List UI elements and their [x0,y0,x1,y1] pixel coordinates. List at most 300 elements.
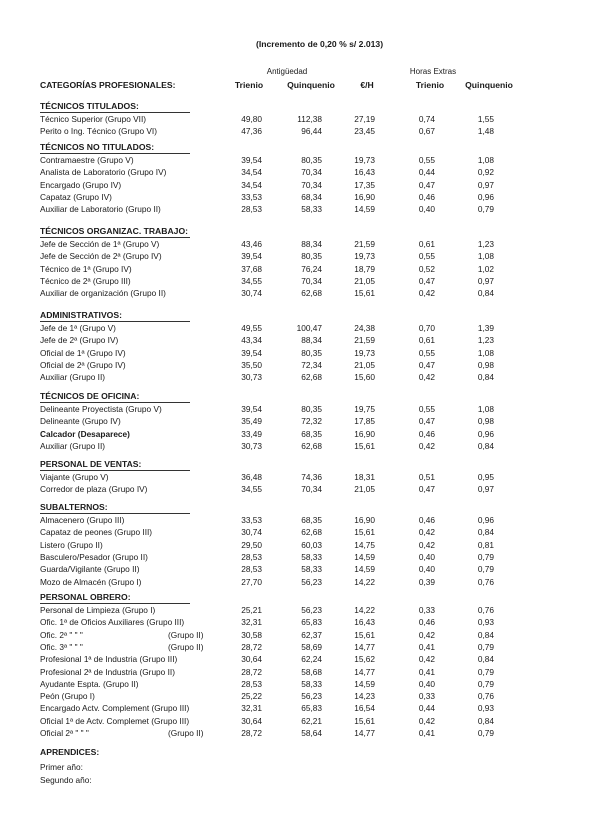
category-label: Guarda/Vigilante (Grupo II) [40,564,140,575]
quinquenio-extras-value: 1,08 [477,251,494,262]
trienio-extras-value: 0,47 [418,416,435,427]
category-header: CATEGORÍAS PROFESIONALES: [40,80,176,90]
table-row [0,348,599,360]
trienio-value: 32,31 [241,703,262,714]
category-label: Jefe de Sección de 2ª (Grupo IV) [40,251,162,262]
table-row [0,264,599,276]
quinquenio-value: 80,35 [301,155,322,165]
euro-hour-value: 15,61 [354,440,375,451]
quinquenio-extras-value: 0,79 [477,728,494,738]
quinquenio-extras-value: 0,84 [477,654,494,665]
quinquenio-value: 70,34 [301,167,322,178]
section-title: APRENDICES: [40,747,100,757]
category-label: Peón (Grupo I) [40,691,95,702]
category-label: Ofic. 2ª " " " [40,629,83,640]
category-label: Profesional 1ª de Industria (Grupo III) [40,654,178,665]
euro-hour-value: 19,73 [354,251,375,262]
section-title: ADMINISTRATIVOS: [40,310,122,320]
trienio-extras-value: 0,61 [418,335,435,346]
trienio-extras-value: 0,46 [418,515,435,525]
table-row [0,728,599,740]
quinquenio-value: 68,34 [301,191,322,202]
table-row [0,703,599,715]
quinquenio-value: 56,23 [301,576,322,587]
trienio-value: 39,54 [241,251,262,262]
quinquenio-extras-value: 0,79 [477,641,494,652]
euro-hour-value: 16,43 [354,617,375,628]
quinquenio-extras-value: 0,79 [477,564,494,575]
quinquenio-extras-value: 0,93 [477,617,494,628]
table-row [0,416,599,428]
category-label: Técnico Superior (Grupo VII) [40,114,147,124]
trienio-extras-value: 0,55 [418,251,435,262]
quinquenio-extras-value: 0,92 [477,167,494,178]
quinquenio-value: 74,36 [301,472,322,482]
quinquenio-extras-header: Quinquenio [465,80,513,90]
euro-hour-value: 21,05 [354,484,375,495]
quinquenio-value: 96,44 [301,126,322,137]
section-title: PERSONAL DE VENTAS: [40,459,142,469]
table-row [0,679,599,691]
trienio-extras-value: 0,40 [418,204,435,215]
table-row [0,288,599,300]
category-label: Técnico de 2ª (Grupo III) [40,275,131,286]
euro-hour-value: 15,61 [354,288,375,299]
trienio-extras-value: 0,40 [418,564,435,575]
table-row [0,204,599,216]
trienio-extras-value: 0,46 [418,428,435,439]
category-label: Ofic. 1ª de Oficios Auxiliares (Grupo III) [40,617,185,628]
category-label: Jefe de 1ª (Grupo V) [40,323,116,333]
quinquenio-extras-value: 0,97 [477,275,494,286]
table-row [0,515,599,527]
quinquenio-extras-value: 0,84 [477,715,494,726]
euro-hour-value: 23,45 [354,126,375,137]
trienio-extras-value: 0,42 [418,372,435,383]
euro-hour-value: 14,59 [354,204,375,215]
quinquenio-value: 80,35 [301,251,322,262]
section-underline [40,603,190,604]
table-row [0,360,599,372]
quinquenio-extras-value: 0,79 [477,678,494,689]
table-row [0,167,599,179]
group-label: (Grupo II) [168,629,204,640]
category-label: Delineante Proyectista (Grupo V) [40,404,162,414]
category-label: Contramaestre (Grupo V) [40,155,134,165]
trienio-extras-value: 0,40 [418,551,435,562]
euro-hour-value: 15,60 [354,372,375,383]
trienio-value: 34,55 [241,484,262,495]
trienio-value: 35,49 [241,416,262,427]
trienio-value: 30,74 [241,527,262,538]
euro-hour-value: 14,59 [354,564,375,575]
quinquenio-extras-value: 0,79 [477,551,494,562]
table-row [0,126,599,138]
table-row [0,429,599,441]
category-label: Mozo de Almacén (Grupo I) [40,576,142,587]
table-row [0,527,599,539]
quinquenio-value: 62,24 [301,654,322,665]
trienio-value: 34,55 [241,275,262,286]
category-label: Ofic. 3ª " " " [40,641,83,652]
section-title: PERSONAL OBRERO: [40,592,131,602]
table-row [0,441,599,453]
trienio-extras-value: 0,74 [418,114,435,124]
trienio-extras-header: Trienio [415,80,445,90]
trienio-value: 28,53 [241,678,262,689]
euro-hour-value: 15,61 [354,629,375,640]
section-underline [40,402,190,403]
quinquenio-extras-value: 0,96 [477,191,494,202]
section-underline [40,470,190,471]
table-row [0,630,599,642]
quinquenio-value: 76,24 [301,263,322,274]
quinquenio-value: 80,35 [301,347,322,358]
trienio-extras-value: 0,44 [418,703,435,714]
trienio-extras-value: 0,41 [418,728,435,738]
category-label: Personal de Limpieza (Grupo I) [40,605,156,615]
quinquenio-value: 88,34 [301,239,322,249]
trienio-value: 33,49 [241,428,262,439]
trienio-value: 30,73 [241,372,262,383]
euro-hour-value: 15,62 [354,654,375,665]
euro-hour-value: 17,85 [354,416,375,427]
trienio-value: 27,70 [241,576,262,587]
table-row [0,276,599,288]
section-underline [40,112,190,113]
quinquenio-extras-value: 0,84 [477,372,494,383]
quinquenio-extras-value: 1,39 [477,323,494,333]
quinquenio-extras-value: 0,95 [477,472,494,482]
group-label: (Grupo II) [168,641,204,652]
quinquenio-header: Quinquenio [287,80,335,90]
trienio-value: 36,48 [241,472,262,482]
trienio-value: 47,36 [241,126,262,137]
trienio-value: 30,64 [241,715,262,726]
quinquenio-value: 56,23 [301,691,322,702]
category-label: Oficial 1ª de Actv. Complemet (Grupo III) [40,715,190,726]
category-label: Oficial de 2ª (Grupo IV) [40,359,126,370]
trienio-extras-value: 0,44 [418,167,435,178]
trienio-value: 30,74 [241,288,262,299]
quinquenio-extras-value: 0,84 [477,288,494,299]
quinquenio-value: 100,47 [296,323,322,333]
trienio-header: Trienio [234,80,264,90]
quinquenio-extras-value: 1,08 [477,347,494,358]
table-row [0,239,599,251]
euro-hour-value: 16,54 [354,703,375,714]
trienio-value: 28,72 [241,728,262,738]
category-label: Capataz (Grupo IV) [40,191,112,202]
table-row [0,335,599,347]
trienio-extras-value: 0,67 [418,126,435,137]
category-label: Auxiliar de organización (Grupo II) [40,288,166,299]
table-row [0,323,599,335]
trienio-value: 49,55 [241,323,262,333]
quinquenio-extras-value: 0,76 [477,605,494,615]
trienio-extras-value: 0,47 [418,484,435,495]
euro-hour-value: 19,75 [354,404,375,414]
horas-extras-group-label: Horas Extras [409,67,457,76]
quinquenio-value: 88,34 [301,335,322,346]
euro-hour-value: 14,22 [354,605,375,615]
euro-hour-value: 17,35 [354,179,375,190]
quinquenio-extras-value: 1,02 [477,263,494,274]
quinquenio-extras-value: 1,08 [477,155,494,165]
quinquenio-value: 58,69 [301,641,322,652]
quinquenio-extras-value: 1,08 [477,404,494,414]
quinquenio-value: 62,68 [301,372,322,383]
trienio-value: 28,72 [241,641,262,652]
trienio-value: 25,21 [241,605,262,615]
trienio-extras-value: 0,46 [418,617,435,628]
trienio-value: 34,54 [241,167,262,178]
quinquenio-extras-value: 0,84 [477,629,494,640]
table-row [0,155,599,167]
euro-hour-value: 19,73 [354,155,375,165]
quinquenio-value: 65,83 [301,703,322,714]
quinquenio-value: 70,34 [301,275,322,286]
trienio-value: 30,73 [241,440,262,451]
trienio-value: 49,80 [241,114,262,124]
trienio-value: 32,31 [241,617,262,628]
euro-hour-value: 18,79 [354,263,375,274]
quinquenio-value: 58,33 [301,204,322,215]
trienio-extras-value: 0,70 [418,323,435,333]
table-row [0,404,599,416]
quinquenio-value: 62,21 [301,715,322,726]
quinquenio-extras-value: 0,84 [477,527,494,538]
trienio-extras-value: 0,47 [418,179,435,190]
category-label: Listero (Grupo II) [40,539,103,550]
trienio-extras-value: 0,42 [418,440,435,451]
trienio-extras-value: 0,46 [418,191,435,202]
trienio-extras-value: 0,47 [418,275,435,286]
quinquenio-extras-value: 1,48 [477,126,494,137]
quinquenio-value: 62,68 [301,527,322,538]
trienio-extras-value: 0,42 [418,539,435,550]
section-underline [40,321,190,322]
quinquenio-extras-value: 0,97 [477,484,494,495]
quinquenio-extras-value: 1,55 [477,114,494,124]
table-row [0,192,599,204]
euro-hour-value: 19,73 [354,347,375,358]
trienio-extras-value: 0,42 [418,715,435,726]
table-row [0,180,599,192]
quinquenio-extras-value: 0,98 [477,359,494,370]
euro-hour-value: 16,90 [354,191,375,202]
euro-hour-value: 15,61 [354,527,375,538]
trienio-extras-value: 0,51 [418,472,435,482]
category-label: Oficial 2ª " " " [40,728,89,738]
category-label: Capataz de peones (Grupo III) [40,527,153,538]
trienio-value: 37,68 [241,263,262,274]
table-row [0,372,599,384]
trienio-value: 25,22 [241,691,262,702]
trienio-value: 30,58 [241,629,262,640]
category-label: Basculero/Pesador (Grupo II) [40,551,148,562]
quinquenio-value: 58,33 [301,564,322,575]
euro-hour-value: 27,19 [354,114,375,124]
quinquenio-extras-value: 0,84 [477,440,494,451]
trienio-value: 43,46 [241,239,262,249]
category-label: Profesional 2ª de Industria (Grupo II) [40,666,175,677]
quinquenio-value: 58,64 [301,728,322,738]
quinquenio-extras-value: 1,23 [477,239,494,249]
quinquenio-value: 58,33 [301,678,322,689]
euro-hour-value: 14,22 [354,576,375,587]
category-label: Delineante (Grupo IV) [40,416,121,427]
section-title: TÉCNICOS DE OFICINA: [40,391,140,401]
category-label: Técnico de 1ª (Grupo IV) [40,263,132,274]
trienio-value: 35,50 [241,359,262,370]
group-label: (Grupo II) [168,728,204,738]
trienio-extras-value: 0,33 [418,691,435,702]
quinquenio-value: 70,34 [301,484,322,495]
aprendiz-year-label: Segundo año: [40,775,92,785]
trienio-value: 33,53 [241,191,262,202]
category-label: Corredor de plaza (Grupo IV) [40,484,148,495]
quinquenio-value: 56,23 [301,605,322,615]
trienio-value: 28,53 [241,204,262,215]
section-title: TÉCNICOS NO TITULADOS: [40,142,155,152]
category-label: Analista de Laboratorio (Grupo IV) [40,167,167,178]
trienio-value: 28,53 [241,564,262,575]
euro-hour-value: 14,77 [354,666,375,677]
euro-hour-value: 14,59 [354,678,375,689]
euro-hour-header: €/H [360,80,374,90]
category-label: Encargado Actv. Complement (Grupo III) [40,703,190,714]
table-row [0,552,599,564]
category-label: Auxiliar (Grupo II) [40,440,106,451]
section-underline [40,513,190,514]
trienio-value: 34,54 [241,179,262,190]
euro-hour-value: 16,90 [354,515,375,525]
page-title: (Incremento de 0,20 % s/ 2.013) [256,39,384,49]
quinquenio-extras-value: 0,81 [477,539,494,550]
quinquenio-value: 68,35 [301,515,322,525]
category-label: Almacenero (Grupo III) [40,515,125,525]
quinquenio-value: 58,33 [301,551,322,562]
trienio-extras-value: 0,55 [418,155,435,165]
quinquenio-extras-value: 0,93 [477,703,494,714]
table-row [0,654,599,666]
euro-hour-value: 14,59 [354,551,375,562]
euro-hour-value: 14,23 [354,691,375,702]
table-row [0,716,599,728]
quinquenio-extras-value: 0,96 [477,428,494,439]
table-row [0,251,599,263]
quinquenio-value: 60,03 [301,539,322,550]
trienio-value: 29,50 [241,539,262,550]
trienio-extras-value: 0,33 [418,605,435,615]
euro-hour-value: 21,05 [354,359,375,370]
quinquenio-value: 68,35 [301,428,322,439]
table-row [0,114,599,126]
table-row [0,642,599,654]
euro-hour-value: 14,75 [354,539,375,550]
quinquenio-extras-value: 0,98 [477,416,494,427]
quinquenio-value: 65,83 [301,617,322,628]
trienio-value: 30,64 [241,654,262,665]
quinquenio-extras-value: 0,79 [477,204,494,215]
section-title: TÉCNICOS TITULADOS: [40,101,139,111]
euro-hour-value: 16,90 [354,428,375,439]
euro-hour-value: 21,59 [354,335,375,346]
table-row [0,472,599,484]
table-row [0,564,599,576]
trienio-value: 39,54 [241,404,262,414]
trienio-extras-value: 0,42 [418,654,435,665]
trienio-extras-value: 0,41 [418,641,435,652]
quinquenio-extras-value: 0,79 [477,666,494,677]
category-label: Ayudante Espta. (Grupo II) [40,678,139,689]
quinquenio-value: 58,68 [301,666,322,677]
euro-hour-value: 24,38 [354,323,375,333]
trienio-extras-value: 0,41 [418,666,435,677]
category-label: Jefe de Sección de 1ª (Grupo V) [40,239,160,249]
category-label: Viajante (Grupo V) [40,472,109,482]
trienio-extras-value: 0,47 [418,359,435,370]
category-label: Auxiliar de Laboratorio (Grupo II) [40,204,161,215]
trienio-extras-value: 0,52 [418,263,435,274]
euro-hour-value: 14,77 [354,728,375,738]
trienio-extras-value: 0,39 [418,576,435,587]
quinquenio-value: 72,34 [301,359,322,370]
section-title: SUBALTERNOS: [40,502,108,512]
table-row [0,484,599,496]
table-row [0,577,599,589]
trienio-extras-value: 0,42 [418,629,435,640]
euro-hour-value: 16,43 [354,167,375,178]
quinquenio-extras-value: 1,23 [477,335,494,346]
trienio-extras-value: 0,61 [418,239,435,249]
trienio-value: 43,34 [241,335,262,346]
trienio-extras-value: 0,42 [418,527,435,538]
euro-hour-value: 15,61 [354,715,375,726]
quinquenio-extras-value: 0,76 [477,576,494,587]
euro-hour-value: 21,59 [354,239,375,249]
euro-hour-value: 21,05 [354,275,375,286]
table-row [0,605,599,617]
category-label: Auxiliar (Grupo II) [40,372,106,383]
table-row [0,540,599,552]
euro-hour-value: 18,31 [354,472,375,482]
trienio-extras-value: 0,42 [418,288,435,299]
quinquenio-value: 70,34 [301,179,322,190]
trienio-value: 39,54 [241,347,262,358]
euro-hour-value: 14,77 [354,641,375,652]
quinquenio-extras-value: 0,97 [477,179,494,190]
table-row [0,617,599,629]
table-row [0,667,599,679]
section-underline [40,237,190,238]
quinquenio-extras-value: 0,96 [477,515,494,525]
trienio-extras-value: 0,55 [418,404,435,414]
trienio-value: 28,53 [241,551,262,562]
quinquenio-extras-value: 0,76 [477,691,494,702]
quinquenio-value: 62,68 [301,440,322,451]
category-label: Oficial de 1ª (Grupo IV) [40,347,126,358]
category-label: Perito o Ing. Técnico (Grupo VI) [40,126,157,137]
quinquenio-value: 62,68 [301,288,322,299]
category-label: Calcador (Desaparece) [40,428,130,439]
category-label: Jefe de 2ª (Grupo IV) [40,335,119,346]
quinquenio-value: 80,35 [301,404,322,414]
section-title: TÉCNICOS ORGANIZAC. TRABAJO: [40,226,189,236]
trienio-extras-value: 0,40 [418,678,435,689]
quinquenio-value: 112,38 [297,114,322,124]
